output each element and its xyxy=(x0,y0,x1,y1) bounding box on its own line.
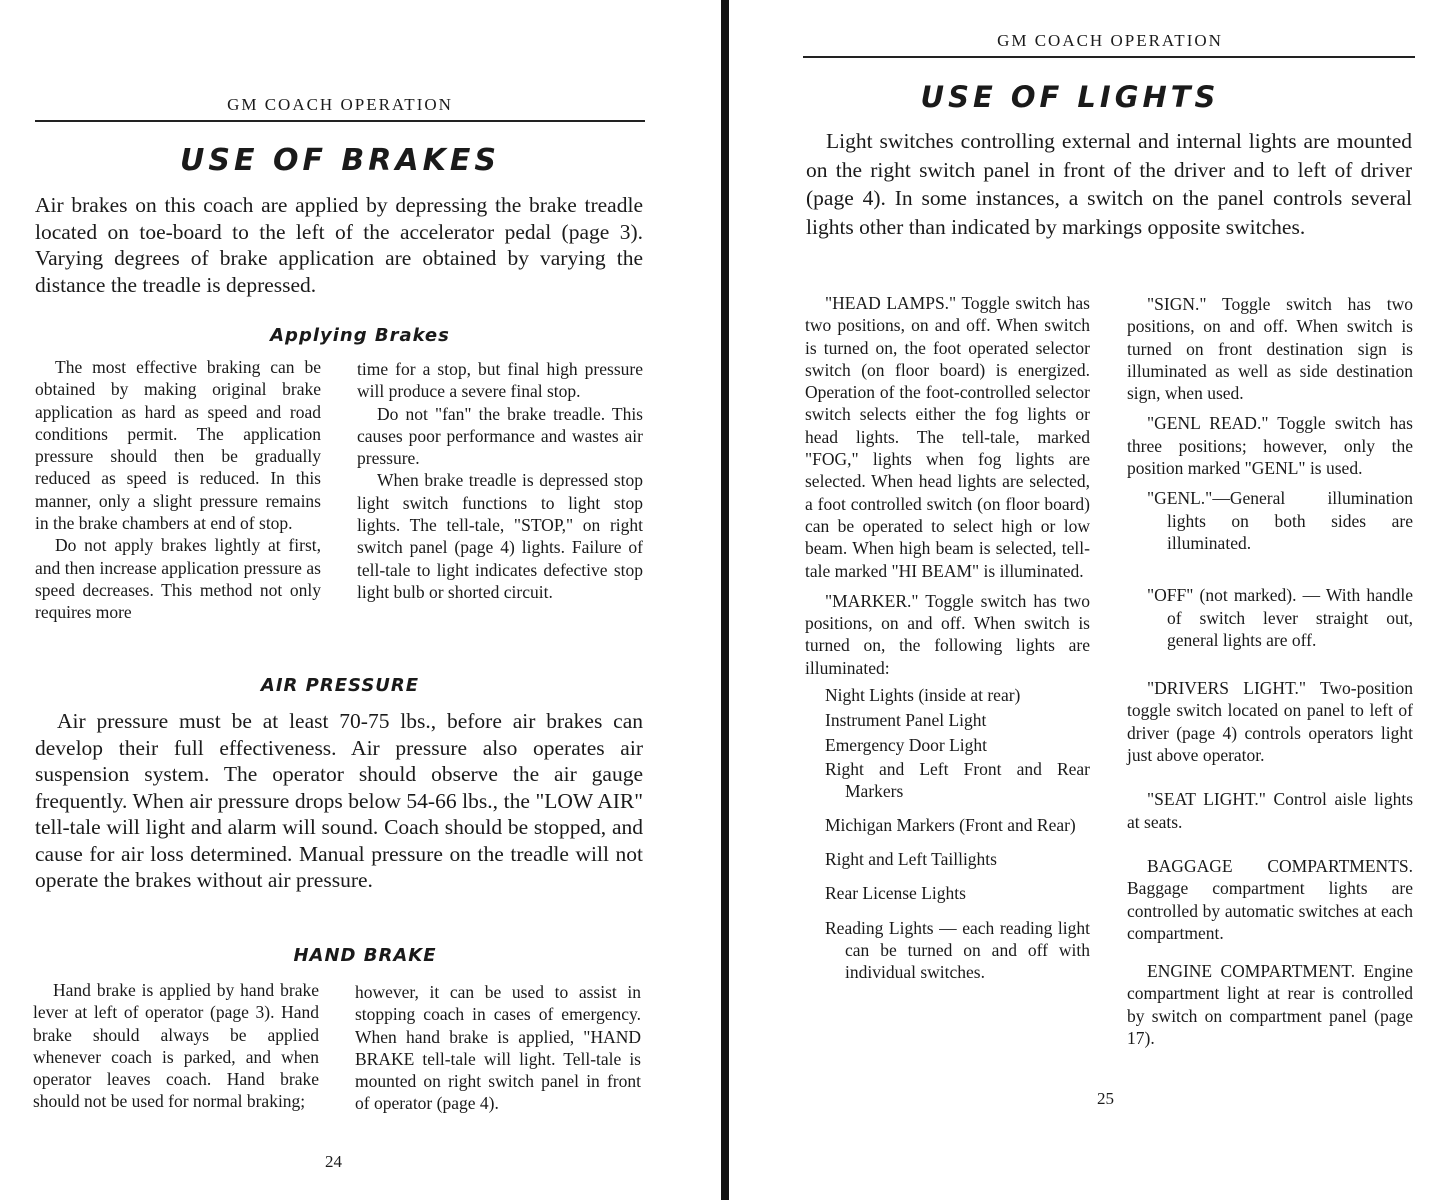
marker-list-item: Instrument Panel Light xyxy=(825,710,987,731)
header-rule xyxy=(803,56,1415,58)
sign-paragraph: "SIGN." Toggle switch has two positions, on and off. When switch is turned on front destination sign is illuminated as well as side destination sign, when used. xyxy=(1127,294,1413,404)
off-paragraph: "OFF" (not marked). — With handle of switch lever straight out, general lights are off. xyxy=(1147,585,1413,650)
running-head: GM COACH OPERATION xyxy=(997,31,1223,50)
marker-list-item: Rear License Lights xyxy=(825,883,966,904)
applying-col-2 xyxy=(357,358,643,603)
baggage-paragraph: BAGGAGE COMPARTMENTS. Baggage compartment lights are controlled by automatic switches at each compartment. xyxy=(1127,855,1413,943)
marker-list-item: Michigan Markers (Front and Rear) xyxy=(825,815,1076,836)
section-heading-hand-brake: HAND BRAKE xyxy=(293,945,437,966)
left-page xyxy=(0,0,720,1200)
header-rule xyxy=(35,120,645,122)
head-lamps-paragraph: "HEAD LAMPS." Toggle switch has two positions, on and off. When switch is turned on, the foot operated selector switch (on floor board) is energized. Operation of the foot-controlled selector switch selects either the fog lights or head lights. The tell-tale, marked "FOG," lights when fog lights are selected. When head lights are selected, a foot controlled switch (on floor board) can be operated to select high or low beam. When high beam is selected, tell-tale marked "HI BEAM" is illuminated. xyxy=(805,293,1090,581)
hand-brake-col-1 xyxy=(33,979,319,1113)
paragraph: Do not "fan" the brake treadle. This causes poor performance and wastes air pressure. xyxy=(357,403,643,469)
genl-read-paragraph: "GENL READ." Toggle switch has three positions; however, only the position marked "GENL" is used. xyxy=(1127,413,1413,479)
air-pressure-paragraph: Air pressure must be at least 70-75 lbs., before air brakes can develop their full effectiveness. Air pressure also operates air suspension system. The operator should observe the air gauge frequently. When air pressure drops below 54-66 lbs., the "LOW AIR" tell-tale will light and alarm will sound. Coach should be stopped, and cause for air loss determined. Manual pressure on the treadle will not operate the brakes without air pressure. xyxy=(35,709,643,892)
book-spine xyxy=(721,0,729,1200)
section-heading-air-pressure: AIR PRESSURE xyxy=(260,675,420,696)
paragraph: however, it can be used to assist in stopping coach in cases of emergency. When hand brake is applied, "HAND BRAKE tell-tale will light. Tell-tale is mounted on right switch panel in front of operator (page 4). xyxy=(355,982,641,1114)
paragraph: Hand brake is applied by hand brake lever at left of operator (page 3). Hand brake should always be applied whenever coach is parked, and when operator leaves coach. Hand brake should not be used for normal braking; xyxy=(33,980,319,1112)
hand-brake-col-2 xyxy=(355,981,641,1115)
marker-list-item: Night Lights (inside at rear) xyxy=(825,685,1021,706)
marker-list-item: Emergency Door Light xyxy=(825,735,987,756)
page-title: USE OF LIGHTS xyxy=(920,80,1220,114)
paragraph: The most effective braking can be obtained by making original brake application as hard as speed and road conditions permit. The application pressure should then be gradually reduced as speed is reduced. In this manner, only a slight pressure remains in the brake chambers at end of stop. xyxy=(35,357,321,534)
intro-paragraph: Air brakes on this coach are applied by depressing the brake treadle located on toe-board to the left of the accelerator pedal (page 3). Varying degrees of brake application are obtained by varying the distance the treadle is depressed. xyxy=(35,193,643,297)
lights-col-1 xyxy=(805,292,1090,984)
drivers-light-paragraph: "DRIVERS LIGHT." Two-position toggle switch located on panel to left of driver (page 4) controls operators light just above operator. xyxy=(1127,678,1413,766)
page-number: 24 xyxy=(325,1152,342,1171)
marker-list-item: Right and Left Taillights xyxy=(825,849,997,870)
page-number: 25 xyxy=(1097,1089,1114,1108)
paragraph: When brake treadle is depressed stop light switch functions to light stop lights. The tell-tale, "STOP," on right switch panel (page 4) lights. Failure of tell-tale to light indicates defective stop light bulb or shorted circuit. xyxy=(357,470,643,602)
genl-paragraph: "GENL."—General illumination lights on both sides are illuminated. xyxy=(1147,488,1413,553)
right-page xyxy=(730,0,1450,1200)
engine-paragraph: ENGINE COMPARTMENT. Engine compartment light at rear is controlled by switch on compartment panel (page 17). xyxy=(1127,961,1413,1049)
marker-paragraph: "MARKER." Toggle switch has two positions, on and off. When switch is turned on, the following lights are illuminated: xyxy=(805,590,1090,678)
running-head: GM COACH OPERATION xyxy=(227,95,453,114)
marker-list-item: Right and Left Front and Rear Markers xyxy=(825,759,1090,802)
paragraph: Do not apply brakes lightly at first, and then increase application pressure as speed decreases. This method not only requires more xyxy=(35,535,321,623)
seat-light-paragraph: "SEAT LIGHT." Control aisle lights at seats. xyxy=(1127,789,1413,832)
paragraph: time for a stop, but final high pressure will produce a severe final stop. xyxy=(357,359,643,402)
intro-paragraph: Light switches controlling external and internal lights are mounted on the right switch panel in front of the driver and to left of driver (page 4). In some instances, a switch on the panel controls several lights other than indicated by markings opposite switches. xyxy=(806,129,1412,239)
page-title: USE OF BRAKES xyxy=(180,143,500,178)
lights-col-2 xyxy=(1127,293,1413,1049)
marker-list-item: Reading Lights — each reading light can be turned on and off with individual switches. xyxy=(825,917,1090,983)
applying-col-1 xyxy=(35,356,321,624)
section-heading-applying-brakes: Applying Brakes xyxy=(270,325,450,346)
